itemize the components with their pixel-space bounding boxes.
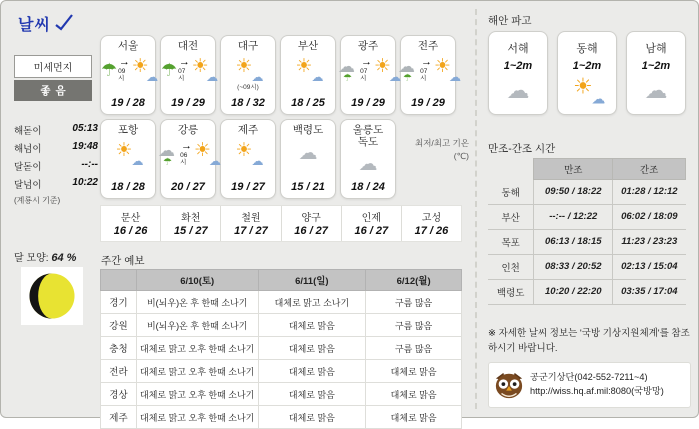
weekly-row	[101, 360, 462, 383]
umbrella-icon: ☂	[100, 59, 118, 80]
sun-cloud-icon: ☀ ☁	[235, 139, 264, 168]
sun-moon-row	[14, 141, 98, 155]
wave-height: 1~2m	[503, 60, 533, 72]
weekly-header-date: 6/11(일)	[258, 270, 366, 291]
town-name: 문산	[120, 213, 141, 224]
weather-icons	[295, 55, 324, 85]
weekly-forecast-cell: 대체로 맑고 소나기	[258, 291, 366, 314]
weekly-forecast-cell: 대체로 맑음	[366, 360, 462, 383]
cloud-icon: ☁	[298, 142, 318, 164]
cloud-icon: ☁	[644, 77, 668, 103]
weekly-forecast-cell: 대체로 맑고 오후 한때 소나기	[136, 383, 258, 406]
weather-icons	[235, 139, 264, 169]
change-time-label: 07시	[420, 68, 428, 82]
sun-cloud-icon: ☀ ☁	[131, 55, 159, 84]
tide-row	[488, 279, 686, 304]
high-tide-time: 08:33 / 20:52	[534, 254, 613, 279]
moon-icon	[26, 270, 78, 322]
sea-name: 서해	[507, 43, 529, 55]
wave-card	[626, 31, 686, 115]
low-tide-time: 06:02 / 18:09	[613, 204, 686, 229]
city-card	[158, 119, 221, 199]
cloud-icon: ☁	[506, 77, 530, 103]
weekly-region: 경상	[101, 383, 137, 406]
sun-cloud-icon: ☀ ☁	[434, 55, 461, 84]
tide-location: 백령도	[488, 279, 534, 304]
city-name: 대전	[177, 40, 199, 52]
wave-height-cards	[488, 31, 686, 115]
weekly-forecast-cell: 대체로 맑음	[258, 406, 366, 429]
weekly-forecast-cell: 대체로 맑음	[258, 360, 366, 383]
moon-phase-percent: 64 %	[51, 252, 77, 264]
weekly-forecast-cell: 비(뇌우)온 후 한때 소나기	[136, 314, 258, 337]
wave-weather-icon	[644, 77, 668, 103]
change-time-label: 07시	[360, 68, 368, 82]
weather-icons	[100, 55, 159, 85]
high-tide-time: 09:50 / 18:22	[534, 180, 613, 205]
town-temp: 16 / 26	[113, 225, 148, 237]
change-arrow-icon: → 07시	[420, 56, 433, 82]
weekly-region: 충청	[101, 337, 137, 360]
contact-phone: 공군기상단(042-552-7211~4)	[530, 372, 648, 383]
city-card	[398, 35, 461, 115]
city-name: 제주	[237, 124, 259, 136]
city-name: 대구	[237, 40, 259, 52]
border-town-cell	[101, 206, 160, 241]
contact-box	[488, 362, 691, 408]
town-temp: 17 / 27	[234, 225, 268, 237]
sun-cloud-icon: ☀ ☁	[572, 74, 605, 108]
weekly-forecast-cell: 구름 많음	[366, 314, 462, 337]
weekly-forecast-cell: 대체로 맑음	[366, 406, 462, 429]
town-name: 고성	[421, 213, 442, 224]
border-town-cell	[341, 206, 401, 241]
city-name: 백령도	[292, 124, 324, 136]
change-arrow-icon: → 09시	[118, 56, 130, 82]
city-card	[338, 35, 401, 115]
city-name: 부산	[297, 40, 319, 52]
weekly-forecast-title: 주간 예보	[101, 255, 145, 267]
town-temp: 15 / 27	[173, 225, 208, 237]
sun-moon-label: 해돋이	[14, 126, 42, 137]
wave-card	[488, 31, 548, 115]
contact-url[interactable]: http://wiss.hq.af.mil:8080(국방망)	[530, 386, 664, 396]
wave-weather-icon	[506, 77, 530, 103]
weekly-forecast-cell: 대체로 맑음	[258, 337, 366, 360]
city-temp: 19 / 28	[111, 97, 145, 109]
high-tide-time: --:-- / 12:22	[534, 204, 613, 229]
sun-moon-value: --:--	[81, 159, 98, 170]
sun-cloud-icon: ☀ ☁	[235, 55, 264, 84]
city-temp: 15 / 21	[291, 181, 325, 193]
tide-times-title: 만조-간조 시간	[488, 143, 556, 155]
sun-cloud-icon: ☀ ☁	[115, 139, 144, 168]
sun-cloud-icon: ☀ ☁	[191, 55, 219, 84]
city-temp: 20 / 27	[171, 181, 205, 193]
weather-icons	[158, 139, 221, 169]
town-temp: 17 / 26	[414, 225, 449, 237]
sun-moon-times	[14, 123, 98, 206]
cloud-umbrella-icon: ☁ ☂	[398, 56, 415, 84]
weather-icons	[338, 55, 401, 85]
weekly-header-date: 6/12(월)	[366, 270, 462, 291]
city-temp: 18 / 32	[231, 97, 265, 109]
wave-height: 1~2m	[641, 60, 671, 72]
weekly-region: 제주	[101, 406, 137, 429]
temp-legend-line2: (℃)	[453, 150, 469, 161]
low-tide-time: 11:23 / 23:23	[613, 229, 686, 254]
page-title	[18, 12, 75, 35]
moon-phase-caption: 달 모양:	[14, 253, 49, 264]
high-tide-time: 06:13 / 18:15	[534, 229, 613, 254]
weekly-forecast-cell: 비(뇌우)온 후 한때 소나기	[136, 291, 258, 314]
city-card	[220, 119, 276, 199]
cloud-umbrella-icon: ☁ ☂	[158, 140, 175, 168]
moon-phase-image	[21, 267, 83, 325]
weekly-forecast-cell: 대체로 맑음	[366, 383, 462, 406]
vertical-divider	[475, 9, 477, 409]
change-arrow-icon: → 07시	[178, 56, 190, 82]
city-card	[100, 35, 159, 115]
change-arrow-icon: → 06시	[180, 140, 193, 166]
city-name: 광주	[357, 40, 379, 52]
weekly-row	[101, 314, 462, 337]
tide-header: 간조	[613, 159, 686, 180]
weekly-region: 경기	[101, 291, 137, 314]
sun-moon-row	[14, 123, 98, 137]
city-temp: 19 / 29	[351, 97, 385, 109]
city-forecast-row-1	[100, 35, 461, 115]
sea-name: 동해	[576, 43, 598, 55]
sun-moon-label: 해넘이	[14, 144, 42, 155]
weekly-forecast-cell: 구름 많음	[366, 291, 462, 314]
moon-phase-label	[14, 249, 76, 264]
wave-height-title: 해안 파고	[488, 15, 532, 27]
tide-row	[488, 180, 686, 205]
city-card	[160, 35, 219, 115]
city-card	[220, 35, 276, 115]
sun-moon-label: 달넘이	[14, 180, 42, 191]
sun-moon-row	[14, 159, 98, 173]
city-temp: 19 / 29	[411, 97, 445, 109]
weekly-forecast-cell: 대체로 맑음	[258, 383, 366, 406]
wave-weather-icon	[572, 74, 605, 108]
tide-times-table	[488, 158, 686, 305]
umbrella-icon: ☂	[160, 59, 178, 80]
weekly-region: 전라	[101, 360, 137, 383]
time-basis-note: (계룡시 기준)	[14, 196, 61, 205]
town-name: 철원	[241, 213, 261, 224]
tide-header: 만조	[534, 159, 613, 180]
forecast-time-label: (~09시)	[237, 83, 259, 91]
sun-moon-value: 10:22	[72, 177, 98, 188]
change-time-label: 06시	[180, 152, 188, 166]
cloud-umbrella-icon: ☁ ☂	[338, 56, 355, 84]
city-name: 울릉도 독도	[352, 124, 384, 148]
city-name: 강릉	[177, 124, 199, 136]
high-tide-time: 10:20 / 22:20	[534, 279, 613, 304]
tide-location: 목포	[488, 229, 534, 254]
cloud-icon: ☁	[358, 154, 378, 176]
border-towns-strip	[100, 205, 462, 242]
border-town-cell	[160, 206, 220, 241]
tide-header-empty	[488, 159, 534, 180]
weather-icons	[235, 55, 264, 85]
town-name: 인제	[361, 213, 381, 224]
sun-cloud-icon: ☀ ☁	[194, 139, 221, 168]
city-temp: 18 / 25	[291, 97, 325, 109]
sun-cloud-icon: ☀ ☁	[374, 55, 401, 84]
border-town-cell	[220, 206, 280, 241]
city-card	[280, 119, 336, 199]
temp-legend-line1: 최저/최고 기온	[415, 138, 469, 148]
weather-icons	[359, 150, 378, 180]
town-name: 화천	[181, 213, 201, 224]
town-temp: 16 / 27	[354, 225, 389, 237]
weekly-region: 강원	[101, 314, 137, 337]
town-temp: 16 / 27	[294, 225, 328, 237]
contact-text	[530, 371, 664, 399]
weekly-row	[101, 337, 462, 360]
border-town-cell	[401, 206, 461, 241]
city-temp: 18 / 24	[351, 181, 385, 193]
city-card	[280, 35, 336, 115]
city-name: 전주	[417, 40, 439, 52]
weekly-forecast-cell: 구름 많음	[366, 337, 462, 360]
page-title-text: 날씨	[18, 17, 51, 34]
weekly-row	[101, 291, 462, 314]
tide-location: 인천	[488, 254, 534, 279]
town-name: 양구	[301, 213, 321, 224]
city-temp: 18 / 28	[111, 181, 145, 193]
sun-moon-label: 달돋이	[14, 162, 42, 173]
low-tide-time: 01:28 / 12:12	[613, 180, 686, 205]
sun-moon-value: 05:13	[72, 123, 98, 134]
air-force-weather-group-logo-icon	[494, 369, 524, 401]
weekly-forecast-cell: 대체로 맑고 오후 한때 소나기	[136, 337, 258, 360]
low-tide-time: 03:35 / 17:04	[613, 279, 686, 304]
city-name: 포항	[117, 124, 139, 136]
weather-icons	[115, 139, 144, 169]
sun-moon-value: 19:48	[72, 141, 98, 152]
tide-location: 동해	[488, 180, 534, 205]
check-slash-icon	[53, 13, 75, 31]
temperature-legend	[399, 137, 469, 163]
fine-dust-status-badge: 좋음	[14, 80, 92, 101]
tide-row	[488, 204, 686, 229]
city-temp: 19 / 29	[171, 97, 205, 109]
weekly-header-empty	[101, 270, 137, 291]
change-time-label: 09시	[118, 68, 126, 82]
weekly-forecast-cell: 대체로 맑고 오후 한때 소나기	[136, 406, 258, 429]
weather-icons	[160, 55, 219, 85]
change-time-label: 07시	[178, 68, 186, 82]
fine-dust-label: 미세먼지	[14, 55, 92, 78]
change-arrow-icon: → 07시	[360, 56, 373, 82]
city-card	[340, 119, 396, 199]
weather-icons	[299, 139, 318, 169]
weekly-header-date: 6/10(토)	[136, 270, 258, 291]
fine-dust-widget	[14, 55, 92, 101]
city-forecast-row-2	[100, 119, 396, 199]
weekly-row	[101, 406, 462, 429]
tide-location: 부산	[488, 204, 534, 229]
wave-height: 1~2m	[572, 60, 602, 72]
low-tide-time: 02:13 / 15:04	[613, 254, 686, 279]
reference-note: ※ 자세한 날씨 정보는 '국방 기상지원체계'를 참조하시기 바랍니다.	[488, 328, 690, 354]
weekly-forecast-table	[100, 269, 462, 429]
city-name: 서울	[117, 40, 139, 52]
tide-row	[488, 254, 686, 279]
city-card	[100, 119, 156, 199]
sun-moon-row	[14, 177, 98, 191]
tide-row	[488, 229, 686, 254]
wave-card	[557, 31, 617, 115]
sea-name: 남해	[645, 43, 667, 55]
weekly-forecast-cell: 대체로 맑음	[258, 314, 366, 337]
border-town-cell	[281, 206, 341, 241]
weekly-forecast-cell: 대체로 맑고 오후 한때 소나기	[136, 360, 258, 383]
sun-cloud-icon: ☀ ☁	[295, 55, 324, 84]
city-temp: 19 / 27	[231, 181, 265, 193]
weekly-row	[101, 383, 462, 406]
weather-icons	[398, 55, 461, 85]
